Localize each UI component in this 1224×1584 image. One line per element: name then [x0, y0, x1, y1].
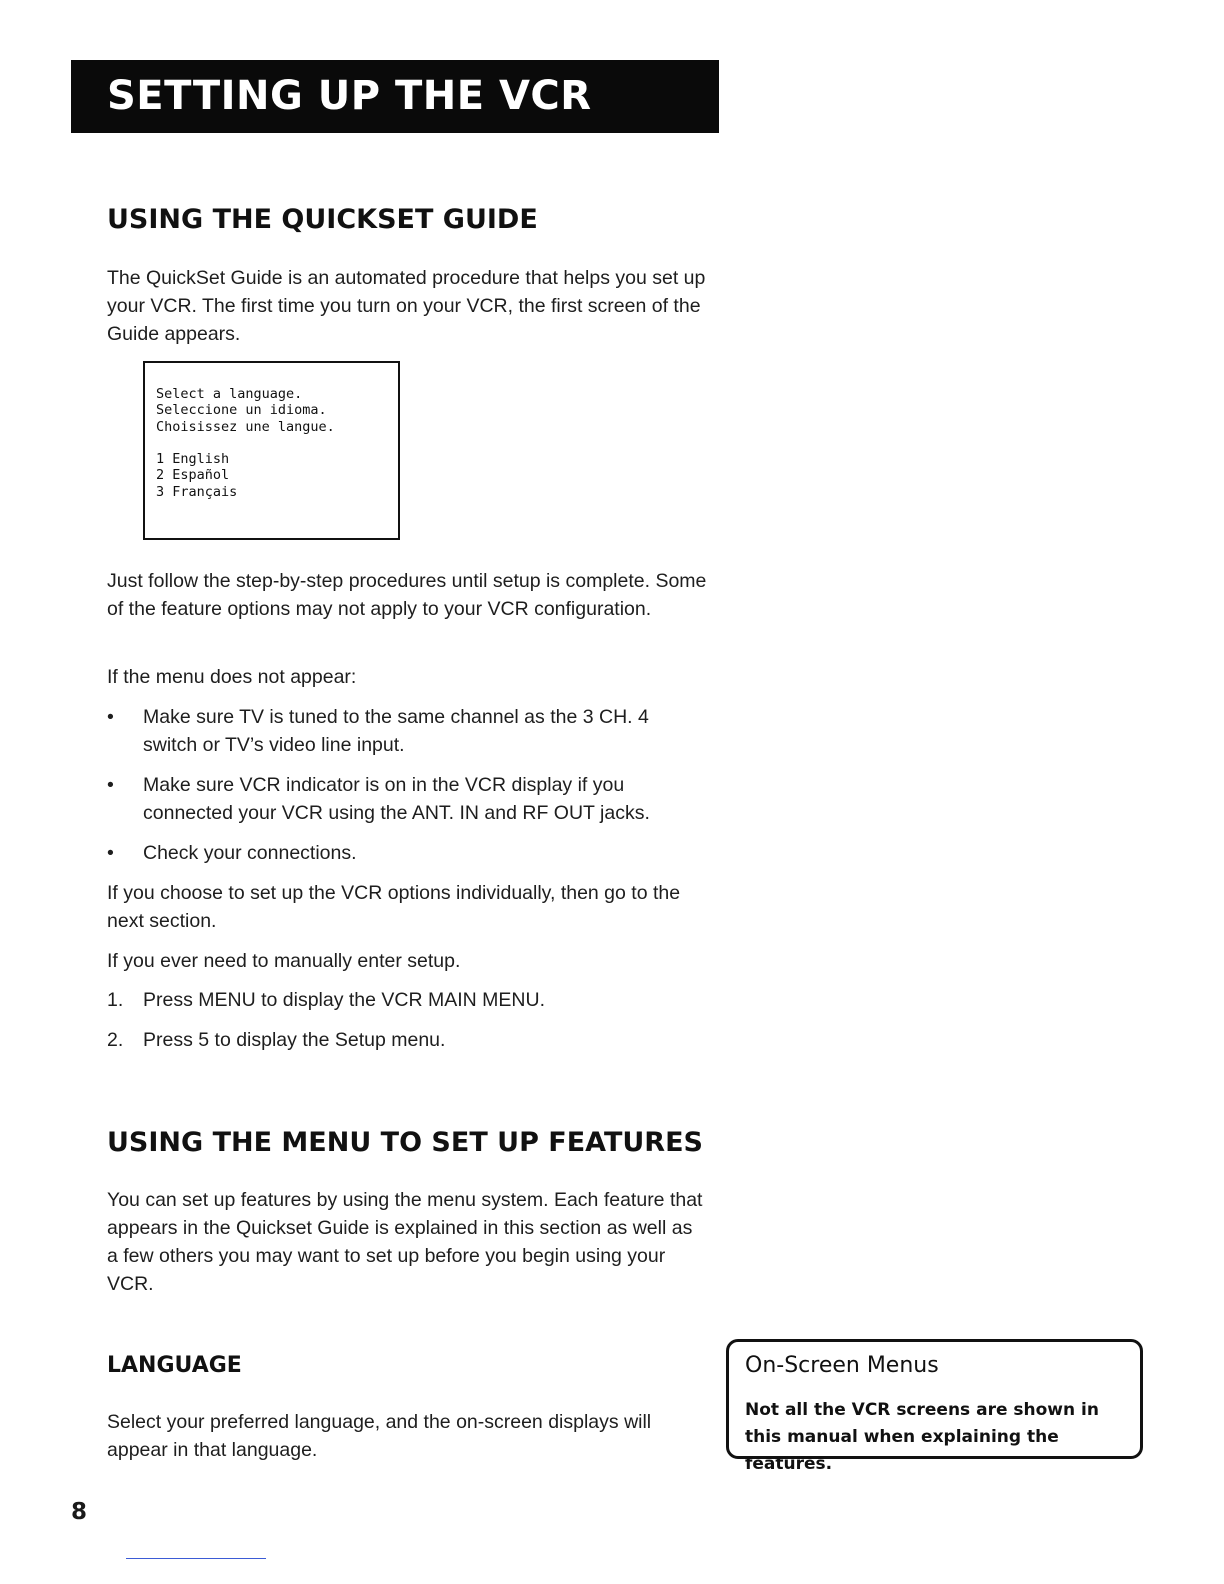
- follow-paragraph: Just follow the step-by-step procedures until setup is complete. Some of the feature options may not apply to your VCR configuration.: [107, 570, 707, 620]
- page-banner: [71, 60, 719, 133]
- screen-line: Choisissez une langue.: [156, 418, 335, 435]
- bullet-mark: •: [107, 706, 114, 728]
- footer-divider: [126, 1558, 266, 1559]
- language-screen-illustration: [143, 361, 400, 540]
- screen-option: 2 Español: [156, 467, 230, 484]
- step-number: 1.: [107, 989, 124, 1011]
- menu-features-paragraph: You can set up features by using the menu system. Each feature that appears in the Quickset Guide is explained in this section as well as a few others you may want to set up before you begin using your VCR.: [107, 1189, 703, 1295]
- list-item: [107, 1026, 707, 1054]
- screen-option: 3 Français: [156, 483, 238, 500]
- quickset-intro: The QuickSet Guide is an automated procedure that helps you set up your VCR. The first time you turn on your VCR, the first screen of the Guide appears.: [107, 267, 706, 345]
- screen-text: [156, 386, 335, 500]
- individual-paragraph: If you choose to set up the VCR options individually, then go to the next section.: [107, 882, 681, 932]
- bullet-text: Check your connections.: [143, 842, 357, 864]
- note-title: On-Screen Menus: [745, 1353, 939, 1378]
- bullet-mark: •: [107, 774, 114, 796]
- menu-features-heading: USING THE MENU TO SET UP FEATURES: [107, 1127, 703, 1158]
- manual-paragraph: If you ever need to manually enter setup.: [107, 950, 461, 972]
- list-item: [107, 986, 707, 1014]
- screen-line: Select a language.: [156, 386, 303, 402]
- bullet-text: Make sure VCR indicator is on in the VCR display if you connected your VCR using the ANT. IN and RF OUT jacks.: [143, 774, 650, 824]
- if-not-appear-paragraph: If the menu does not appear:: [107, 666, 357, 688]
- bullet-text: Make sure TV is tuned to the same channel as the 3 CH. 4 switch or TV’s video line input.: [143, 706, 649, 756]
- bullet-mark: •: [107, 842, 114, 864]
- banner-title: SETTING UP THE VCR: [107, 73, 592, 119]
- language-heading: LANGUAGE: [107, 1353, 242, 1378]
- step-text: Press 5 to display the Setup menu.: [143, 1029, 446, 1051]
- list-item: [107, 771, 707, 827]
- screen-line: Seleccione un idioma.: [156, 402, 327, 419]
- on-screen-menus-note: [726, 1339, 1143, 1474]
- quickset-heading: USING THE QUICKSET GUIDE: [107, 204, 538, 235]
- list-item: [107, 703, 707, 759]
- step-number: 2.: [107, 1029, 124, 1051]
- language-paragraph: Select your preferred language, and the on-screen displays will appear in that language.: [107, 1411, 652, 1461]
- page-number: 8: [71, 1499, 88, 1525]
- screen-option: 1 English: [156, 451, 230, 468]
- list-item: [107, 839, 707, 867]
- note-body: Not all the VCR screens are shown in this manual when explaining the features.: [745, 1400, 1099, 1474]
- step-text: Press MENU to display the VCR MAIN MENU.: [143, 989, 546, 1011]
